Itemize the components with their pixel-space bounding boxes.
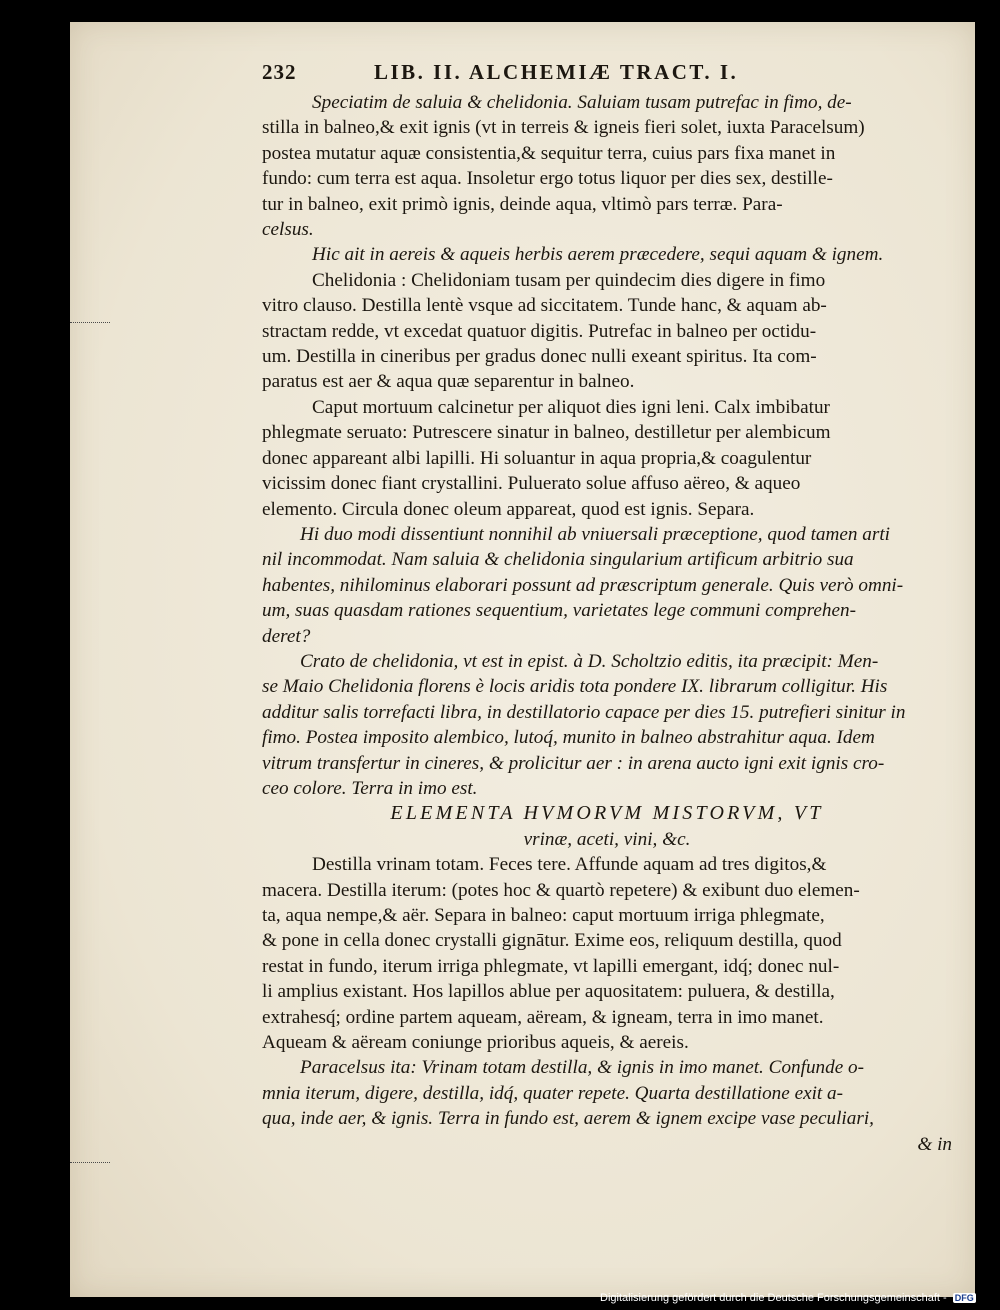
text-line: Aqueam & aëream coniunge prioribus aqueis, & aereis. [262,1032,689,1054]
text-line: um. Destilla in cineribus per gradus donec nulli exeant spiritus. Ita com- [262,346,817,368]
running-head: LIB. II. ALCHEMIÆ TRACT. I. [374,60,739,84]
catchword: & in [917,1133,952,1155]
page-number: 232 [262,60,297,84]
text-line: vitro clauso. Destilla lentè vsque ad siccitatem. Tunde hanc, & aquam ab- [262,295,827,317]
text-line: um, suas quasdam rationes sequentium, varietates lege communi comprehen- [262,600,857,622]
text-line: vitrum transfertur in cineres, & prolicitur aer : in arena aucto igni exit ignis cro- [262,752,885,774]
text-line: ta, aqua nempe,& aër. Separa in balneo: caput mortuum irriga phlegmate, [262,905,825,926]
text-line: stractam redde, vt excedat quatuor digitis. Putrefac in balneo per octidu- [262,320,817,342]
text-line: Hic ait in aereis & aqueis herbis aerem præcedere, sequi aquam & ignem. [312,244,884,266]
page-text [262,60,952,1157]
digitization-credit [600,1292,976,1304]
page-header [262,60,952,88]
text-line: Paracelsus ita: Vrinam totam destilla, & ignis in imo manet. Confunde o- [300,1057,865,1079]
margin-mark [70,322,110,323]
text-line: Chelidonia : Chelidoniam tusam per quindecim dies digere in fimo [312,269,826,291]
text-line: Crato de chelidonia, vt est in epist. à D. Scholtzio editis, ita præcipit: Men- [300,650,879,672]
text-line: celsus. [262,219,314,241]
text-line: nil incommodat. Nam saluia & chelidonia singularium artificum arbitrio sua [262,549,854,571]
credit-text: Digitalisierung gefördert durch die Deutsche Forschungsgemeinschaft - [600,1292,947,1304]
section-subheading: vrinæ, aceti, vini, &c. [523,828,691,850]
text-line: postea mutatur aquæ consistentia,& sequitur terra, cuius pars fixa manet in [262,142,836,164]
text-line: vicissim donec fiant crystallini. Puluerato solue affuso aëreo, & aqueo [262,473,801,495]
text-line: donec appareant albi lapilli. Hi soluantur in aqua propria,& coagulentur [262,447,812,469]
text-line: se Maio Chelidonia florens è locis aridis tota pondere IX. librarum colligitur. His [262,676,888,698]
text-line: phlegmate seruato: Putrescere sinatur in balneo, destilletur per alembicum [262,422,831,444]
text-line: & pone in cella donec crystalli gignātur. Exime eos, reliquum destilla, quod [262,930,842,952]
dfg-logo: DFG [954,1293,974,1303]
text-line: paratus est aer & aqua quæ separentur in balneo. [262,371,635,393]
text-line: habentes, nihilominus elaborari possunt ad præscriptum generale. Quis verò omni- [262,574,904,596]
text-line: tur in balneo, exit primò ignis, deinde aqua, vltimò pars terræ. Para- [262,193,783,215]
margin-mark [70,1162,110,1163]
text-line: Caput mortuum calcinetur per aliquot dies igni leni. Calx imbibatur [312,396,830,418]
text-line: Hi duo modi dissentiunt nonnihil ab vniuersali præceptione, quod tamen arti [300,523,890,545]
text-line: stilla in balneo,& exit ignis (vt in terreis & igneis fieri solet, iuxta Paracelsum) [262,117,865,139]
section-heading: ELEMENTA HVMORVM MISTORVM, VT [390,802,824,825]
text-line: deret? [262,625,311,647]
text-line: fimo. Postea imposito alembico, lutoq́, munito in balneo abstrahitur aqua. Idem [262,727,875,749]
text-line: fundo: cum terra est aqua. Insoletur ergo totus liquor per dies sex, destille- [262,168,833,190]
text-line: macera. Destilla iterum: (potes hoc & quartò repetere) & exibunt duo elemen- [262,879,860,901]
text-line: Destilla vrinam totam. Feces tere. Affunde aquam ad tres digitos,& [312,854,827,876]
text-line: ceo colore. Terra in imo est. [262,777,478,799]
text-line: li amplius existant. Hos lapillos ablue per aquositatem: puluera, & destilla, [262,981,835,1003]
text-line: extrahesq́; ordine partem aqueam, aëream, & igneam, terra in imo manet. [262,1006,824,1028]
text-line: restat in fundo, iterum irriga phlegmate, vt lapilli emergant, idq́; donec nul- [262,955,840,977]
text-line: additur salis torrefacti libra, in destillatorio capace per dies 15. putrefieri sinitur in [262,701,906,723]
text-line: mnia iterum, digere, destilla, idq́, quater repete. Quarta destillatione exit a- [262,1082,844,1104]
text-line: qua, inde aer, & ignis. Terra in fundo est, aerem & ignem excipe vase peculiari, [262,1108,874,1130]
text-line: elemento. Circula donec oleum appareat, quod est ignis. Separa. [262,498,755,520]
text-line: Speciatim de saluia & chelidonia. Saluiam tusam putrefac in fimo, de- [312,92,852,113]
